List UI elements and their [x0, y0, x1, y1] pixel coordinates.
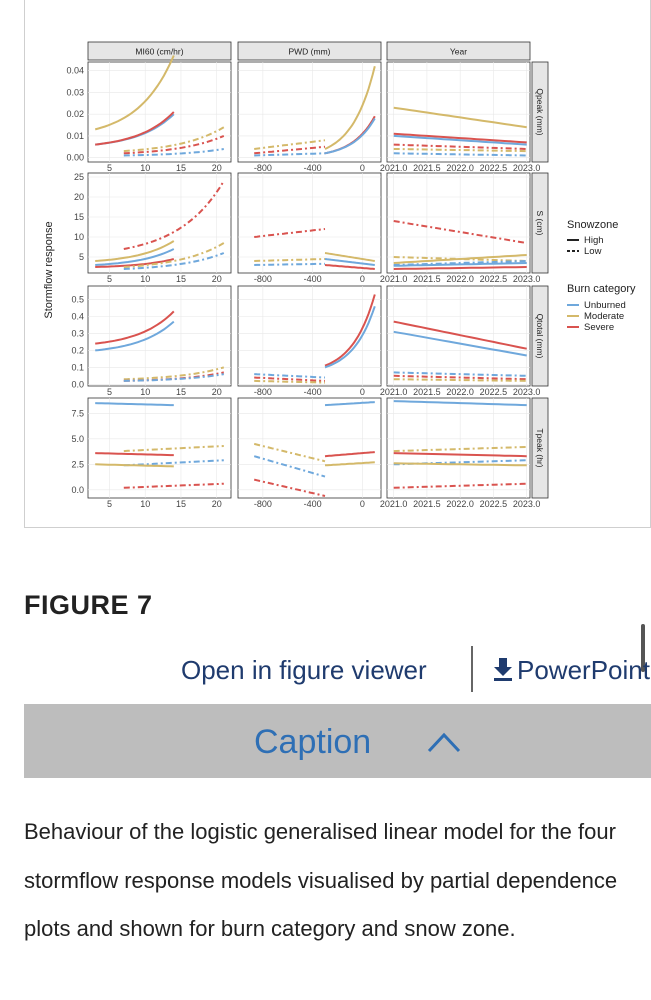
x-tick-label: 2023.0 — [512, 499, 541, 509]
x-tick-label: 10 — [140, 274, 151, 284]
y-tick-label: 0.0 — [71, 484, 84, 495]
y-tick-label: 0.00 — [66, 152, 84, 163]
legend-label-snowzone: Low — [584, 246, 602, 257]
x-tick-label: 2022.5 — [479, 163, 508, 173]
x-tick-label: 10 — [140, 499, 151, 509]
y-tick-label: 0.3 — [71, 328, 84, 339]
x-tick-label: 5 — [106, 163, 112, 173]
x-tick-label: 15 — [175, 387, 186, 397]
x-tick-label: -800 — [253, 499, 272, 509]
download-icon — [492, 656, 514, 682]
x-tick-label: 2022.0 — [446, 274, 474, 284]
y-tick-label: 0.5 — [71, 294, 84, 305]
y-axis-title: Stormflow response — [43, 221, 55, 319]
x-tick-label: 2021.5 — [413, 163, 441, 173]
legend-label-burn-category: Unburned — [584, 300, 626, 311]
caption-toggle[interactable] — [24, 704, 651, 778]
figure-label: FIGURE 7 — [24, 590, 153, 620]
x-tick-label: 0 — [359, 274, 365, 284]
x-tick-label: 5 — [106, 499, 112, 509]
powerpoint-download-link[interactable] — [492, 655, 650, 686]
row-strip-label: Qpeak (mm) — [535, 88, 545, 136]
x-tick-label: 15 — [175, 499, 186, 509]
panel-background — [387, 286, 530, 386]
y-tick-label: 2.5 — [71, 459, 84, 470]
y-tick-label: 25 — [73, 172, 84, 182]
x-tick-label: 2023.0 — [512, 387, 541, 397]
x-tick-label: 10 — [140, 163, 151, 173]
y-tick-label: 10 — [73, 232, 84, 242]
x-tick-label: 2021.5 — [413, 499, 441, 509]
panel-background — [387, 62, 530, 162]
x-tick-label: 15 — [175, 163, 186, 173]
x-tick-label: -800 — [253, 163, 272, 173]
caption-text: Behaviour of the logistic generalised linear model for the four stormflow response models visualised by partial dependence plots and shown for burn category and snow zone. — [24, 819, 618, 941]
x-tick-label: 0 — [359, 387, 365, 397]
legend-label-burn-category: Moderate — [584, 311, 625, 322]
caption-toggle-label: Caption — [254, 723, 372, 761]
x-tick-label: 20 — [211, 274, 222, 284]
link-divider — [471, 646, 473, 692]
legend-label-snowzone: High — [584, 235, 604, 246]
y-tick-label: 0.03 — [66, 87, 84, 98]
y-tick-label: 0.01 — [66, 130, 84, 141]
x-tick-label: 20 — [211, 387, 222, 397]
y-tick-label: 0.2 — [71, 345, 84, 356]
column-strip-label: MI60 (cm/hr) — [135, 46, 184, 57]
x-tick-label: 2022.5 — [479, 387, 508, 397]
x-tick-label: 2022.0 — [446, 163, 474, 173]
y-tick-label: 0.02 — [66, 109, 84, 120]
y-tick-label: 0.0 — [71, 379, 84, 390]
y-tick-label: 0.1 — [71, 362, 84, 373]
y-tick-label: 20 — [73, 192, 84, 202]
row-strip-label: S (cm) — [535, 210, 545, 236]
x-tick-label: -800 — [253, 387, 272, 397]
x-tick-label: 10 — [140, 387, 151, 397]
x-tick-label: 20 — [211, 163, 222, 173]
x-tick-label: 2022.5 — [479, 274, 508, 284]
column-strip-label: PWD (mm) — [288, 46, 331, 57]
x-tick-label: 0 — [359, 499, 365, 509]
x-tick-label: 2023.0 — [512, 163, 541, 173]
x-tick-label: 0 — [359, 163, 365, 173]
x-tick-label: 2021.0 — [379, 274, 408, 284]
y-tick-label: 5 — [78, 252, 84, 262]
faceted-line-chart — [25, 0, 651, 528]
x-tick-label: -400 — [303, 274, 322, 284]
x-tick-label: 2022.0 — [446, 387, 474, 397]
x-tick-label: 5 — [106, 274, 112, 284]
x-tick-label: -400 — [303, 499, 322, 509]
x-tick-label: 2021.0 — [379, 387, 408, 397]
x-tick-label: 2022.0 — [446, 499, 474, 509]
y-tick-label: 0.4 — [71, 311, 84, 322]
powerpoint-link-label: PowerPoint — [517, 655, 650, 685]
x-tick-label: -800 — [253, 274, 272, 284]
x-tick-label: 5 — [106, 387, 112, 397]
y-tick-label: 0.04 — [66, 65, 84, 76]
open-in-figure-viewer-link[interactable]: Open in figure viewer — [181, 655, 427, 685]
x-tick-label: 2022.5 — [479, 499, 508, 509]
x-tick-label: -400 — [303, 387, 322, 397]
y-tick-label: 7.5 — [71, 408, 84, 419]
x-tick-label: 2021.5 — [413, 274, 441, 284]
x-tick-label: 2021.0 — [379, 499, 408, 509]
y-tick-label: 5.0 — [71, 433, 84, 444]
legend-label-burn-category: Severe — [584, 322, 615, 333]
panel-background — [238, 286, 381, 386]
panel-background — [238, 398, 381, 498]
y-tick-label: 15 — [73, 212, 84, 222]
row-strip-label: Tpeak (hr) — [535, 428, 545, 468]
figure-image[interactable] — [24, 0, 651, 528]
legend-title-snowzone: Snowzone — [567, 219, 619, 231]
row-strip-label: Qtotal (mm) — [535, 313, 545, 359]
x-tick-label: 15 — [175, 274, 186, 284]
x-tick-label: 20 — [211, 499, 222, 509]
x-tick-label: 2021.5 — [413, 387, 441, 397]
chevron-up-icon — [426, 730, 462, 754]
legend-title-burn-category: Burn category — [567, 283, 636, 295]
x-tick-label: 2021.0 — [379, 163, 408, 173]
x-tick-label: 2023.0 — [512, 274, 541, 284]
column-strip-label: Year — [449, 46, 468, 57]
x-tick-label: -400 — [303, 163, 322, 173]
